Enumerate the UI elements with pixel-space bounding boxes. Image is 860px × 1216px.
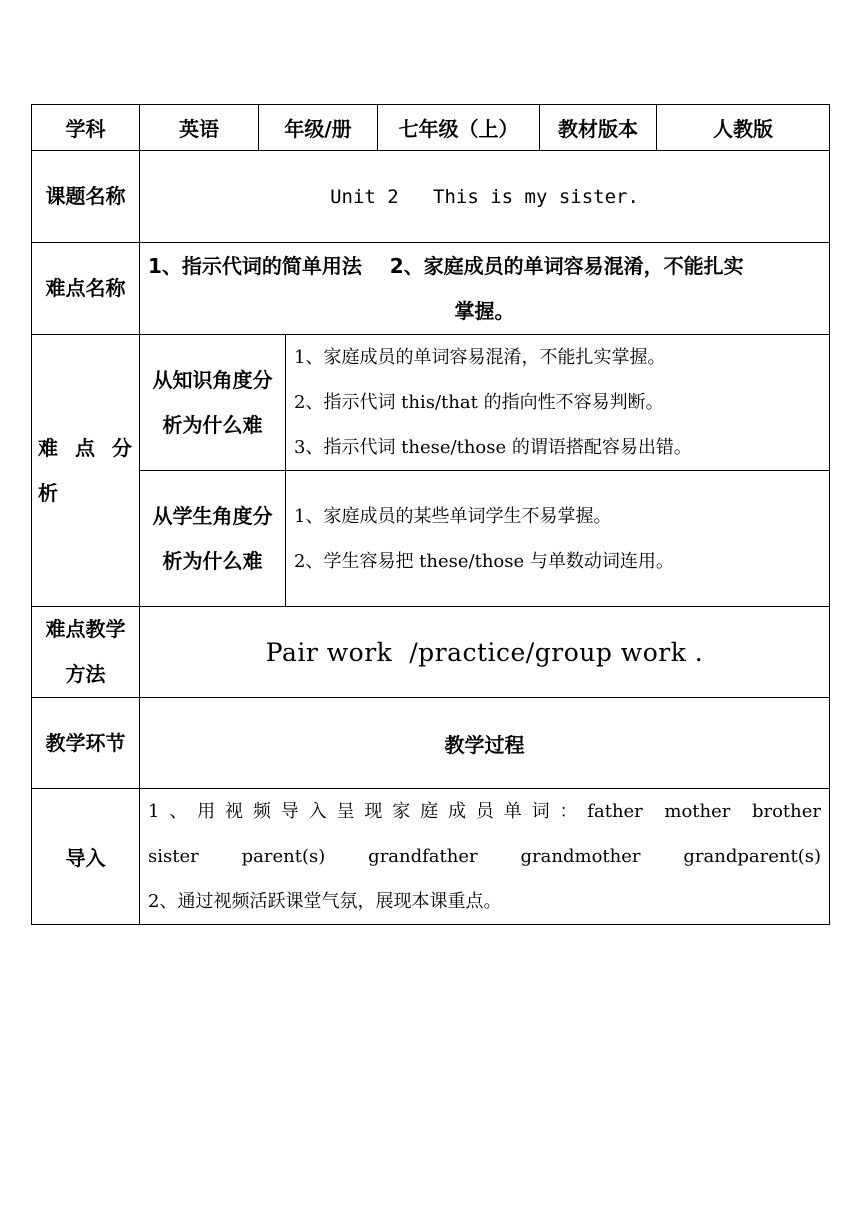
analysis-knowledge-row [32, 335, 830, 471]
analysis-student-row [32, 471, 830, 607]
subject-value: 英语 [140, 105, 259, 151]
student-item: 1、家庭成员的某些单词学生不易掌握。 [294, 505, 612, 527]
intro-line: 1、用视频导入呈现家庭成员单词：father mother brother [148, 801, 821, 822]
grade-label: 年级/册 [259, 105, 378, 151]
knowledge-label: 从知识角度分析为什么难 [152, 367, 273, 437]
difficulty-line-2: 掌握。 [454, 298, 515, 323]
intro-label: 导入 [32, 789, 140, 925]
lesson-plan-table [31, 104, 830, 925]
difficulty-row [32, 243, 830, 335]
intro-row [32, 789, 830, 925]
difficulty-line-1: 1、指示代词的简单用法 2、家庭成员的单词容易混淆，不能扎实 [148, 253, 744, 278]
student-item: 2、学生容易把 these/those 与单数动词连用。 [294, 550, 674, 572]
method-row [32, 607, 830, 698]
method-label: 难点教学方法 [45, 617, 126, 686]
intro-line: 2、通过视频活跃课堂气氛，展现本课重点。 [148, 891, 502, 912]
process-row [32, 698, 830, 789]
grade-value: 七年级（上） [378, 105, 540, 151]
topic-value: Unit 2 This is my sister. [140, 151, 830, 243]
intro-line: sister parent(s) grandfather grandmother grandparent(s) [148, 846, 821, 867]
process-label: 教学环节 [45, 730, 126, 755]
edition-value: 人教版 [657, 105, 830, 151]
knowledge-item: 3、指示代词 these/those 的谓语搭配容易出错。 [294, 437, 692, 458]
difficulty-label: 难点名称 [45, 276, 126, 300]
subject-label: 学科 [32, 105, 140, 151]
process-value: 教学过程 [140, 698, 830, 789]
topic-label: 课题名称 [45, 184, 126, 208]
analysis-label: 难 点 分 析 [38, 435, 132, 505]
method-value: Pair work /practice/group work . [140, 607, 830, 698]
knowledge-item: 1、家庭成员的单词容易混淆，不能扎实掌握。 [294, 347, 666, 368]
edition-label: 教材版本 [540, 105, 657, 151]
header-row [32, 105, 830, 151]
student-label: 从学生角度分析为什么难 [152, 503, 273, 573]
knowledge-item: 2、指示代词 this/that 的指向性不容易判断。 [294, 392, 664, 413]
topic-row [32, 151, 830, 243]
